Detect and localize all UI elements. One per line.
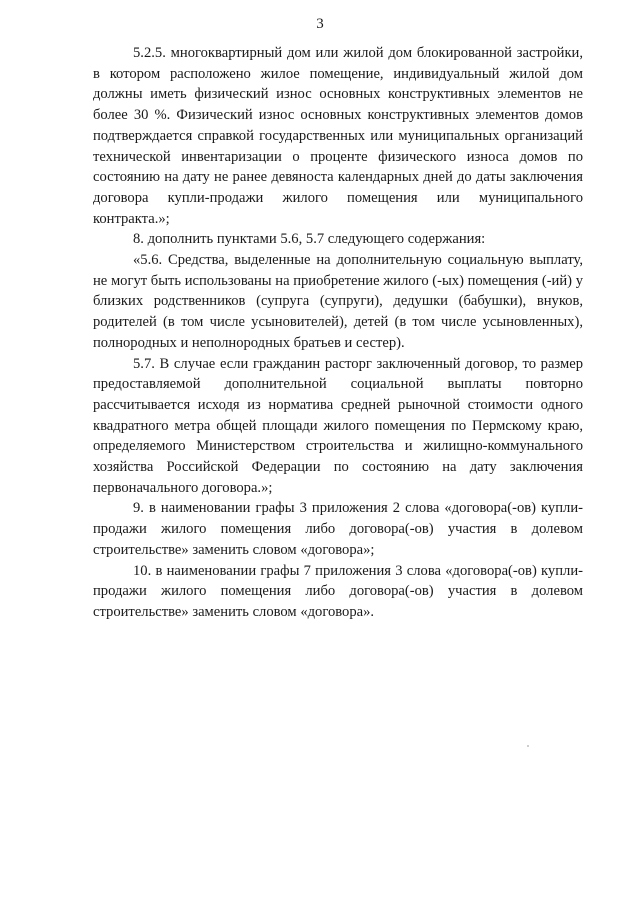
page-number: 3 <box>316 16 324 32</box>
paragraph-5-2-5: 5.2.5. многоквартирный дом или жилой дом блокированной застройки, в котором расположено жилое помещение, индивидуальный жилой дом должны иметь физический износ основных конструктивных элементов не более 30 %. Физический износ основных конструктивных элементов домов подтверждается справкой государственных или муниципальных организаций технической инвентаризации о проценте физического износа домов по состоянию на дату не ранее девяноста календарных дней до даты заключения договора купли-продажи жилого помещения или муниципального контракта.»; <box>93 45 583 227</box>
paragraph-item-9: 9. в наименовании графы 3 приложения 2 слова «договора(-ов) купли-продажи жилого помещения либо договора(-ов) участия в долевом строительстве» заменить словом «договора»; <box>93 500 583 558</box>
document-body <box>93 43 583 623</box>
paragraph-item-8: 8. дополнить пунктами 5.6, 5.7 следующего содержания: <box>133 231 486 248</box>
paragraph-5-6: «5.6. Средства, выделенные на дополнительную социальную выплату, не могут быть использованы на приобретение жилого (-ых) помещения (-ий) у близких родственников (супруга (супруги), дедушки (бабушки), внуков, родителей (в том числе усыновителей), детей (в том числе усыновленных), полнородных и неполнородных братьев и сестер). <box>93 252 583 351</box>
scan-speck <box>527 745 529 747</box>
paragraph-item-10: 10. в наименовании графы 7 приложения 3 слова «договора(-ов) купли-продажи жилого помещения либо договора(-ов) участия в долевом строительстве» заменить словом «договора». <box>93 562 583 620</box>
paragraph-5-7: 5.7. В случае если гражданин расторг заключенный договор, то размер предоставляемой дополнительной социальной выплаты повторно рассчитывается исходя из норматива средней рыночной стоимости одного квадратного метра общей площади жилого помещения по Пермскому краю, определяемого Министерством строительства и жилищно-коммунального хозяйства Российской Федерации по состоянию на дату заключения первоначального договора.»; <box>93 355 583 496</box>
